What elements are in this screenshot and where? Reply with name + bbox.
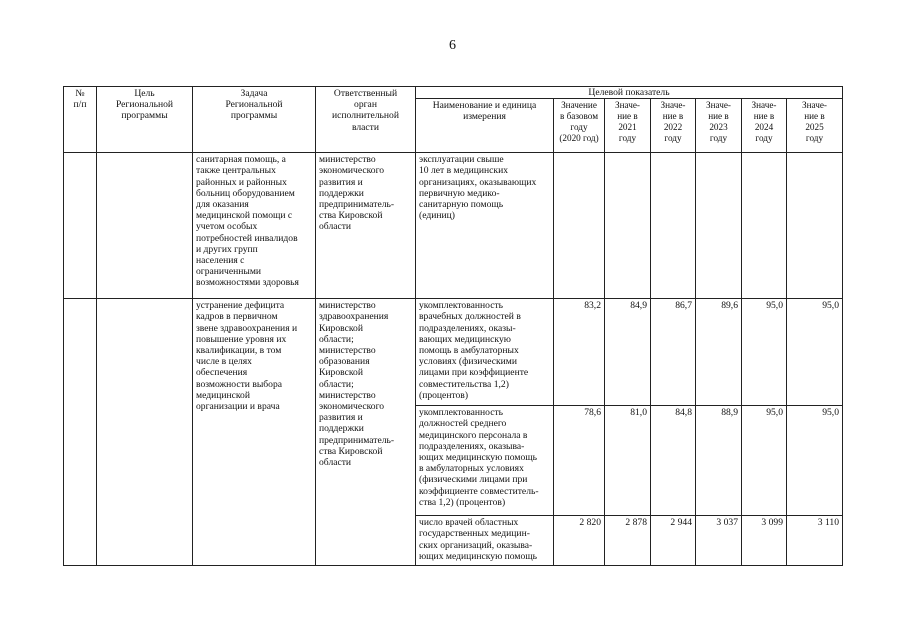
value-2023: 88,9: [696, 406, 742, 516]
header-indicator-name: Наименование и единица измерения: [416, 99, 554, 153]
value-2022: 84,8: [651, 406, 696, 516]
header-year-2024: Значе- ние в 2024 году: [742, 99, 787, 153]
header-organ: Ответственный орган исполнительной власти: [316, 87, 416, 153]
task-cell: санитарная помощь, а также центральных районных и районных больниц оборудованием для оказания медицинской помощи с учетом особых потребностей инвалидов и других групп населения с ограниченными возможностями здоровья: [193, 153, 316, 299]
header-year-2022: Значе- ние в 2022 году: [651, 99, 696, 153]
value-base: 2 820: [554, 516, 605, 566]
header-base-year: Значение в базовом году (2020 год): [554, 99, 605, 153]
value-2022: 86,7: [651, 299, 696, 406]
value-cell: [696, 153, 742, 299]
goal-cell: [97, 299, 193, 566]
value-2024: 95,0: [742, 406, 787, 516]
indicator-cell: укомплектованность врачебных должностей в подразделениях, оказы- вающих медицинскую помощь в амбулаторных условиях (физическими лицами при коэффициенте совместительства 1,2) (процентов): [416, 299, 554, 406]
value-cell: [651, 153, 696, 299]
indicator-cell: эксплуатации свыше 10 лет в медицинских организациях, оказывающих первичную медико- санитарную помощь (единиц): [416, 153, 554, 299]
value-2025: 95,0: [787, 299, 843, 406]
table-row: [64, 153, 843, 299]
table-row: [64, 299, 843, 406]
value-2025: 3 110: [787, 516, 843, 566]
value-2024: 95,0: [742, 299, 787, 406]
header-row-1: [64, 87, 843, 99]
targets-table: [63, 86, 843, 566]
value-2024: 3 099: [742, 516, 787, 566]
value-cell: [605, 153, 651, 299]
value-cell: [554, 153, 605, 299]
organ-cell: министерство здравоохранения Кировской области; министерство образования Кировской области; министерство экономического развития и поддержки предприниматель- ства Кировской области: [316, 299, 416, 566]
value-cell: [742, 153, 787, 299]
value-2022: 2 944: [651, 516, 696, 566]
header-year-2021: Значе- ние в 2021 году: [605, 99, 651, 153]
value-cell: [787, 153, 843, 299]
header-target-indicator: Целевой показатель: [416, 87, 843, 99]
task-cell: устранение дефицита кадров в первичном звене здравоохранения и повышение уровня их квалификации, в том числе в целях обеспечения возможности выбора медицинской организации и врача: [193, 299, 316, 566]
page-number: 6: [449, 38, 456, 53]
indicator-cell: число врачей областных государственных медицин- ских организаций, оказыва- ющих медицинскую помощь: [416, 516, 554, 566]
value-2023: 89,6: [696, 299, 742, 406]
value-2021: 81,0: [605, 406, 651, 516]
value-base: 78,6: [554, 406, 605, 516]
row-number-cell: [64, 153, 97, 299]
value-2021: 84,9: [605, 299, 651, 406]
value-2023: 3 037: [696, 516, 742, 566]
value-2021: 2 878: [605, 516, 651, 566]
row-number-cell: [64, 299, 97, 566]
header-year-2023: Значе- ние в 2023 году: [696, 99, 742, 153]
header-goal: Цель Региональной программы: [97, 87, 193, 153]
header-number: № п/п: [64, 87, 97, 153]
header-task: Задача Региональной программы: [193, 87, 316, 153]
indicator-cell: укомплектованность должностей среднего медицинского персонала в подразделениях, оказыва- ющих медицинскую помощь в амбулаторных условиях (физическими лицами при коэффициенте совместитель- ства 1,2) (процентов): [416, 406, 554, 516]
value-base: 83,2: [554, 299, 605, 406]
goal-cell: [97, 153, 193, 299]
header-year-2025: Значе- ние в 2025 году: [787, 99, 843, 153]
value-2025: 95,0: [787, 406, 843, 516]
organ-cell: министерство экономического развития и поддержки предприниматель- ства Кировской области: [316, 153, 416, 299]
